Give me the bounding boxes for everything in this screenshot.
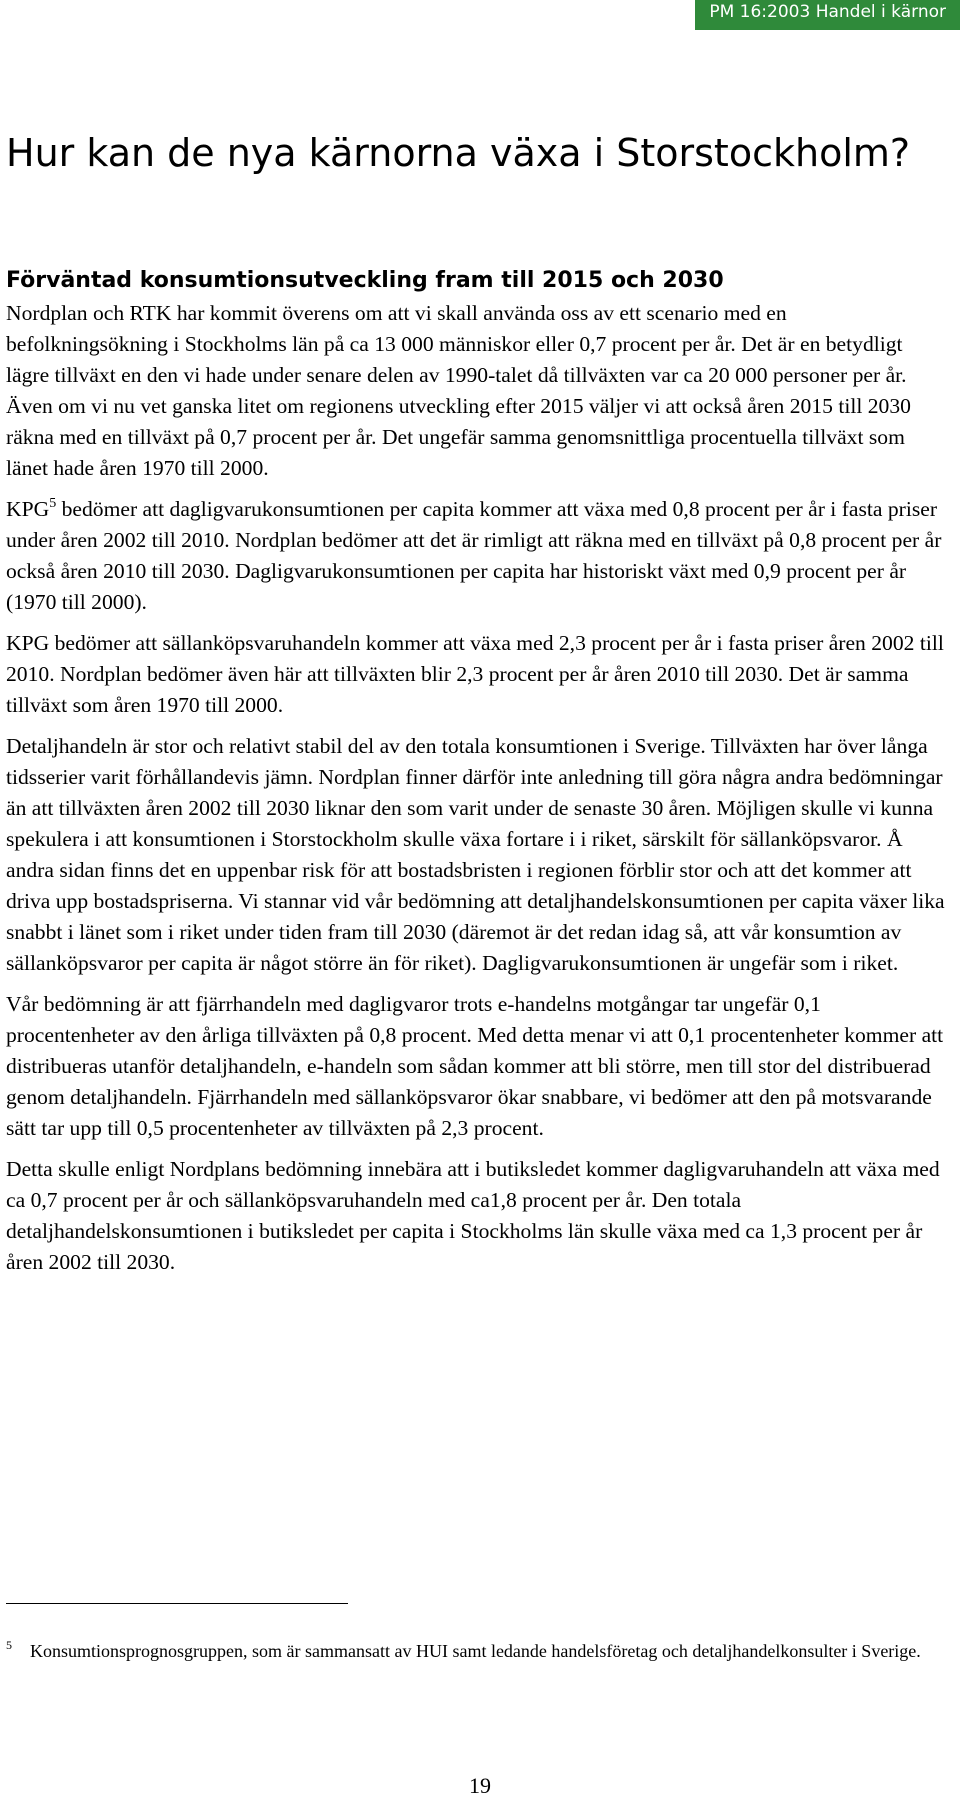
paragraph-5: Vår bedömning är att fjärrhandeln med dagligvaror trots e-handelns motgångar tar ungefär 0,1 procentenheter av den årliga tillväxten på 0,8 procent. Med detta menar vi att 0,1 procentenheter kommer att distribueras utanför detaljhandeln, e-handeln som sådan kommer att bli större, men till stor del distribuerad genom detaljhandeln. Fjärrhandeln med sällanköpsvaror ökar snabbare, vi bedömer att den på motsvarande sätt tar upp till 0,5 procentenheter av tillväxten på 2,3 procent. bbox=[6, 992, 944, 1140]
document-header: PM 16:2003 Handel i kärnor bbox=[695, 0, 960, 30]
paragraph-2-text: bedömer att dagligvarukonsumtionen per capita kommer att växa med 0,8 procent per år i fasta priser under åren 2002 till 2010. Nordplan bedömer att det är rimligt att räkna med en tillväxt på 0,8 procent per år också åren 2010 till 2030. Dagligvarukonsumtionen per capita har historiskt växt med 0,9 procent per år (1970 till 2000). bbox=[6, 497, 942, 614]
footnote-reference: 5 bbox=[49, 496, 57, 511]
paragraph-1: Nordplan och RTK har kommit överens om att vi skall använda oss av ett scenario med en befolkningsökning i Stockholms län på ca 13 000 människor eller 0,7 procent per år. Det är en betydligt lägre tillväxt en den vi hade under senare delen av 1990-talet då tillväxten var ca 20 000 personer per år. Även om vi nu vet ganska litet om regionens utveckling efter 2015 väljer vi att också åren 2015 till 2030 räkna med en tillväxt på 0,7 procent per år. Det ungefär samma genomsnittliga procentuella tillväxt som länet hade åren 1970 till 2000. bbox=[6, 301, 911, 480]
section-heading: Förväntad konsumtionsutveckling fram till 2015 och 2030 bbox=[6, 268, 724, 293]
footnote bbox=[6, 1635, 951, 1667]
page-number: 19 bbox=[469, 1773, 491, 1798]
page-title: Hur kan de nya kärnorna växa i Storstockholm? bbox=[6, 131, 911, 175]
paragraph-4: Detaljhandeln är stor och relativt stabil del av den totala konsumtionen i Sverige. Tillväxten har över långa tidsserier varit förhållandevis jämn. Nordplan finner därför inte anledning till göra några andra bedömningar än att tillväxten åren 2002 till 2030 liknar den som varit under de senaste 30 åren. Möjligen skulle vi kunna spekulera i att konsumtionen i Storstockholm skulle växa fortare i i riket, särskilt för sällanköpsvaror. Å andra sidan finns det en uppenbar risk för att bostadsbristen i regionen förblir stor och att det kommer att driva upp bostadspriserna. Vi stannar vid vår bedömning att detaljhandelskonsumtionen per capita växer lika snabbt i länet som i riket under tiden fram till 2030 (däremot är det redan idag så, att vår konsumtion av sällanköpsvaror per capita är något större än för riket). Dagligvarukonsumtionen är ungefär som i riket. bbox=[6, 734, 945, 975]
footnote-text: Konsumtionsprognosgruppen, som är sammansatt av HUI samt ledande handelsföretag och detaljhandelkonsulter i Sverige. bbox=[30, 1641, 921, 1661]
footnote-marker: 5 bbox=[6, 1638, 12, 1652]
paragraph-2 bbox=[6, 494, 951, 618]
footnote-divider bbox=[6, 1603, 348, 1604]
kpg-term: KPG bbox=[6, 497, 50, 521]
paragraph-6: Detta skulle enligt Nordplans bedömning innebära att i butiksledet kommer dagligvaruhandeln att växa med ca 0,7 procent per år och sällanköpsvaruhandeln med ca1,8 procent per år. Den totala detaljhandelskonsumtionen i butiksledet per capita i Stockholms län skulle växa med ca 1,3 procent per år åren 2002 till 2030. bbox=[6, 1157, 940, 1274]
paragraph-3: KPG bedömer att sällanköpsvaruhandeln kommer att växa med 2,3 procent per år i fasta priser åren 2002 till 2010. Nordplan bedömer även här att tillväxten blir 2,3 procent per år åren 2010 till 2030. Det är samma tillväxt som åren 1970 till 2000. bbox=[6, 631, 944, 717]
body-text bbox=[6, 298, 951, 1288]
